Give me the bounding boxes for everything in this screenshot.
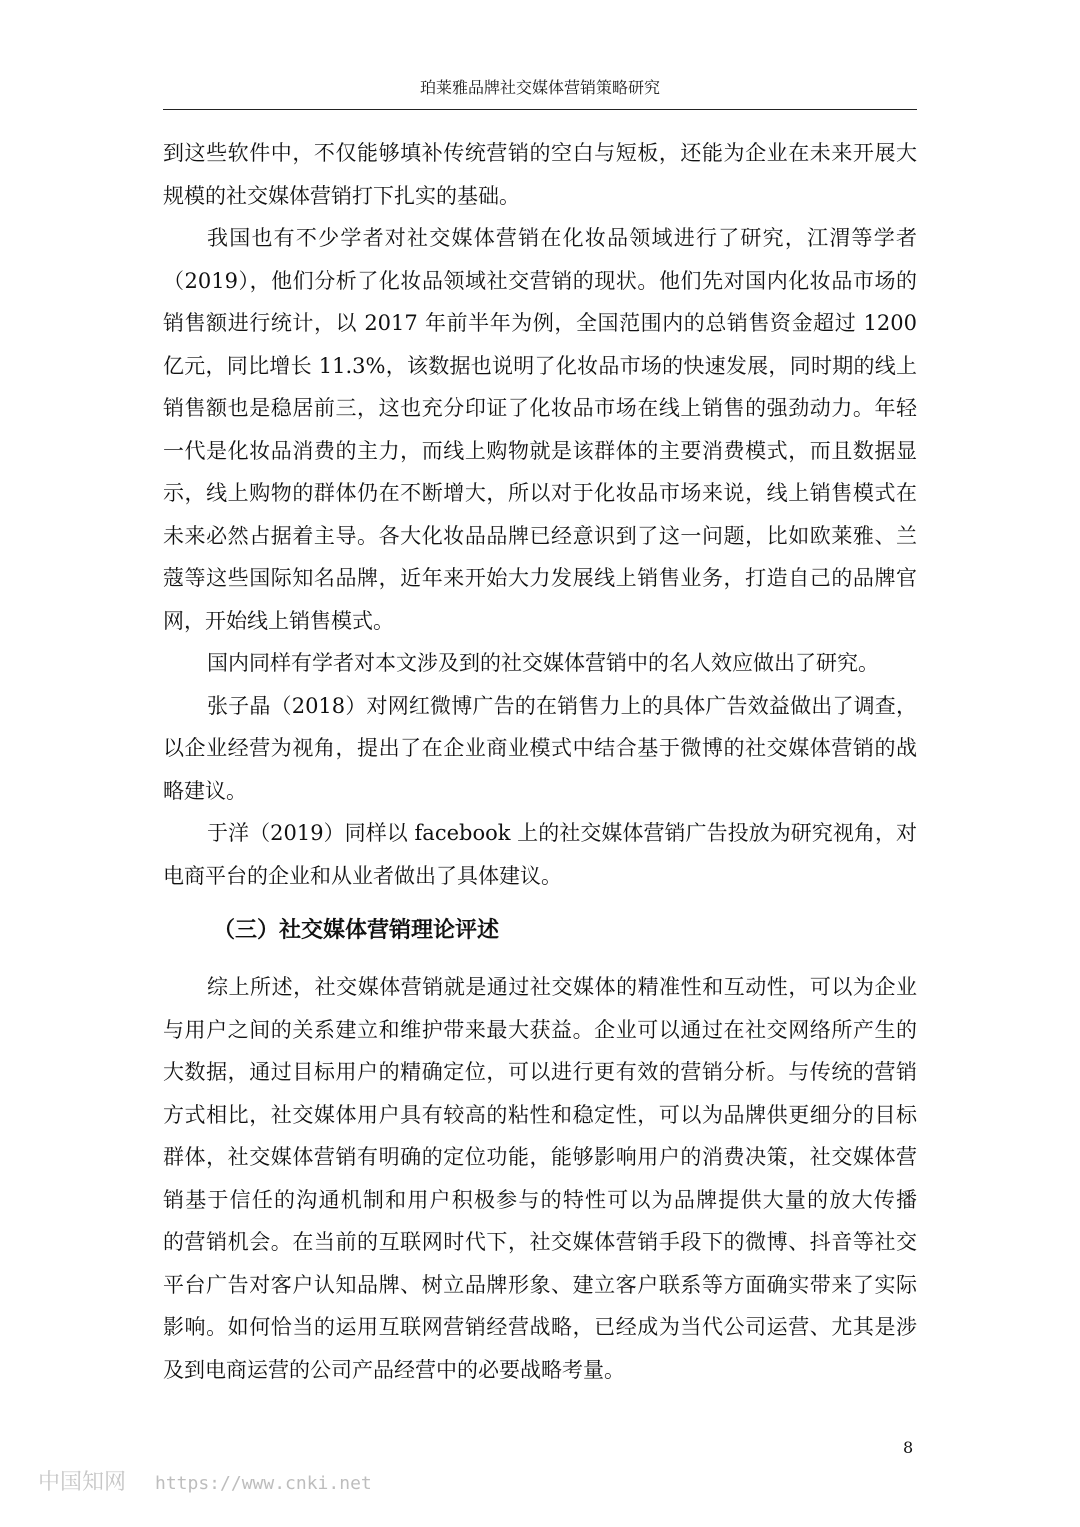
- text-line: 国内同样有学者对本文涉及到的社交媒体营销中的名人效应做出了研究。: [207, 651, 879, 675]
- watermark-url: https://www.cnki.net: [155, 1473, 372, 1494]
- text-line: 销售额也是稳居前三，这也充分印证了化妆品市场在线上销售的强劲动力。年轻: [163, 396, 917, 420]
- page-number: 8: [903, 1438, 914, 1457]
- text-line: 及到电商运营的公司产品经营中的必要战略考量。: [163, 1357, 625, 1382]
- header-rule: [163, 109, 917, 110]
- section-heading: （三）社交媒体营销理论评述: [213, 917, 500, 943]
- text-line: 综上所述，社交媒体营销就是通过社交媒体的精准性和互动性，可以为企业: [207, 975, 917, 999]
- paragraph: [163, 685, 917, 813]
- text-line: 蔻等这些国际知名品牌，近年来开始大力发展线上销售业务，打造自己的品牌官: [163, 566, 917, 590]
- text-line: 规模的社交媒体营销打下扎实的基础。: [163, 183, 520, 208]
- page-body: [163, 132, 917, 1391]
- text-line: 略建议。: [163, 778, 247, 803]
- running-header: 珀莱雅品牌社交媒体营销策略研究: [419, 78, 660, 97]
- text-line: 电商平台的企业和从业者做出了具体建议。: [163, 863, 562, 888]
- text-line: （2019），他们分析了化妆品领域社交营销的现状。他们先对国内化妆品市场的: [163, 268, 917, 293]
- paragraph: [163, 812, 917, 897]
- text-line: 示，线上购物的群体仍在不断增大，所以对于化妆品市场来说，线上销售模式在: [163, 481, 917, 505]
- text-line: 影响。如何恰当的运用互联网营销经营战略，已经成为当代公司运营、尤其是涉: [163, 1315, 917, 1339]
- text-line: 与用户之间的关系建立和维护带来最大获益。企业可以通过在社交网络所产生的: [163, 1017, 917, 1042]
- text-line: 未来必然占据着主导。各大化妆品品牌已经意识到了这一问题，比如欧莱雅、兰: [163, 523, 917, 548]
- text-line: 我国也有不少学者对社交媒体营销在化妆品领域进行了研究，江渭等学者: [207, 226, 917, 250]
- paragraph: [163, 966, 917, 1391]
- paragraph: [163, 217, 917, 642]
- watermark-brand: 中国知网: [38, 1470, 127, 1495]
- text-line: 于洋（2019）同样以 facebook 上的社交媒体营销广告投放为研究视角，对: [207, 821, 917, 845]
- text-line: 平台广告对客户认知品牌、树立品牌形象、建立客户联系等方面确实带来了实际: [163, 1272, 917, 1297]
- paragraph: [163, 642, 917, 685]
- text-line: 一代是化妆品消费的主力，而线上购物就是该群体的主要消费模式，而且数据显: [163, 438, 917, 463]
- text-line: 销基于信任的沟通机制和用户积极参与的特性可以为品牌提供大量的放大传播: [163, 1187, 917, 1212]
- text-line: 以企业经营为视角，提出了在企业商业模式中结合基于微博的社交媒体营销的战: [163, 736, 917, 760]
- text-line: 的营销机会。在当前的互联网时代下，社交媒体营销手段下的微博、抖音等社交: [163, 1230, 917, 1254]
- text-line: 张子晶（2018）对网红微博广告的在销售力上的具体广告效益做出了调查，: [207, 693, 917, 718]
- paragraph: [163, 132, 917, 217]
- text-line: 亿元，同比增长 11.3%，该数据也说明了化妆品市场的快速发展，同时期的线上: [163, 353, 917, 378]
- text-line: 销售额进行统计，以 2017 年前半年为例，全国范围内的总销售资金超过 1200: [163, 311, 917, 335]
- text-line: 到这些软件中，不仅能够填补传统营销的空白与短板，还能为企业在未来开展大: [163, 141, 917, 165]
- text-line: 大数据，通过目标用户的精确定位，可以进行更有效的营销分析。与传统的营销: [163, 1060, 917, 1084]
- text-line: 网，开始线上销售模式。: [163, 608, 394, 633]
- text-line: 方式相比，社交媒体用户具有较高的粘性和稳定性，可以为品牌供更细分的目标: [163, 1102, 917, 1127]
- text-line: 群体，社交媒体营销有明确的定位功能，能够影响用户的消费决策，社交媒体营: [163, 1145, 917, 1169]
